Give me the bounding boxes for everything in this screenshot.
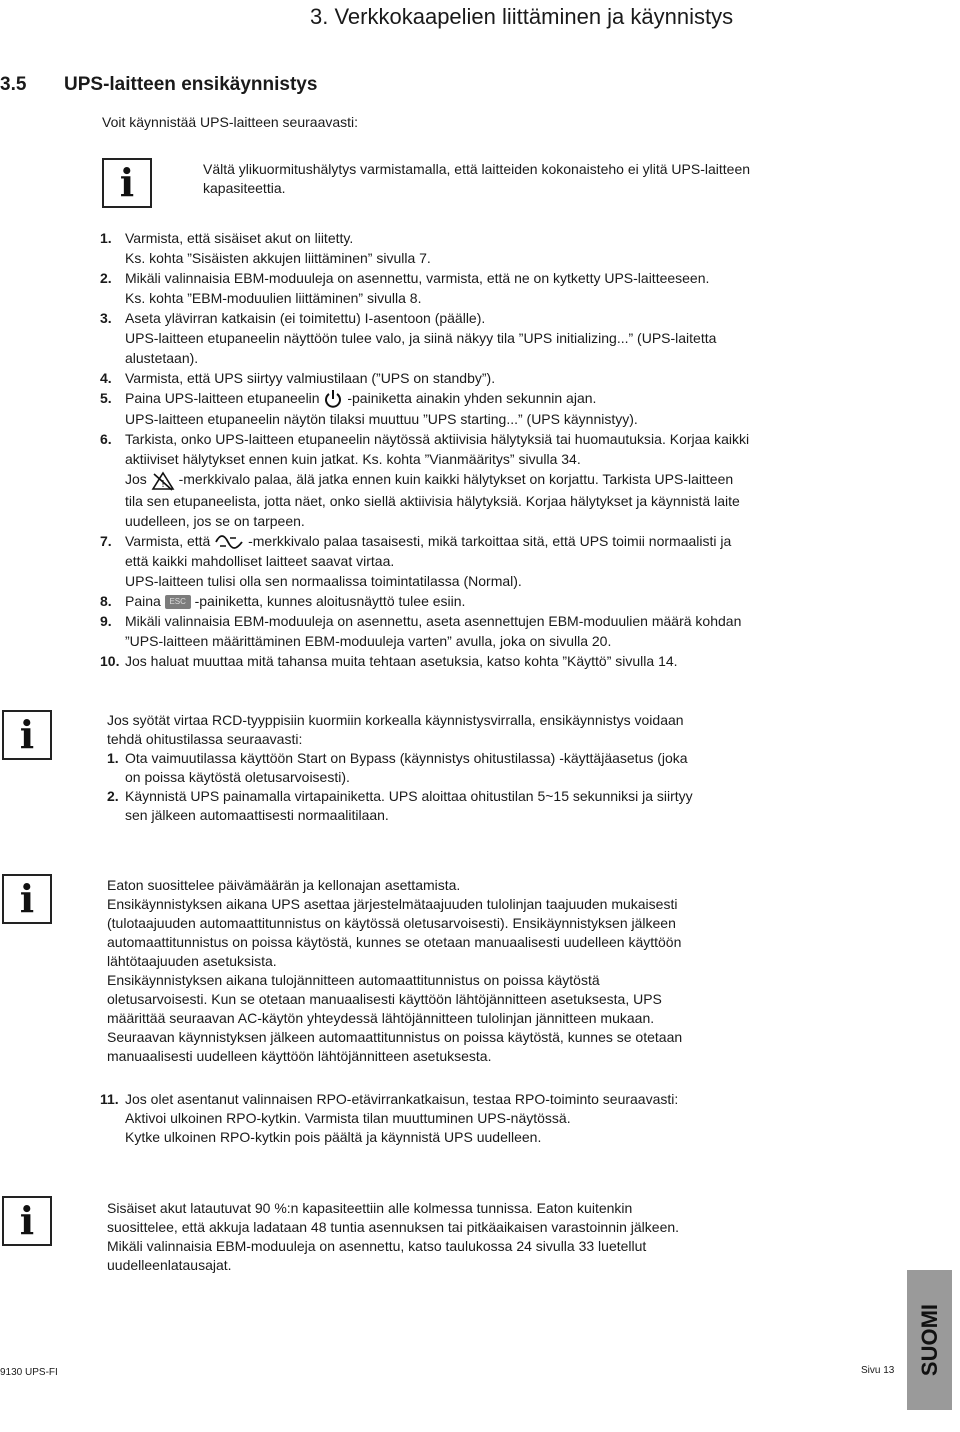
intro-text: Voit käynnistää UPS-laitteen seuraavasti: (102, 114, 359, 130)
step-item: 10. Jos haluat muuttaa mitä tahansa muita tehtaan asetuksia, katso kohta ”Käyttö” sivulla 14. (100, 652, 678, 669)
info-icon: i (2, 710, 52, 760)
section-number: 3.5 (0, 74, 27, 95)
step-item: 11. Jos olet asentanut valinnaisen RPO-etävirrankatkaisun, testaa RPO-toiminto seuraavasti: Aktivoi ulkoinen RPO-kytkin. Varmista tilan muuttuminen UPS-näytössä. Kytke ulkoinen RPO-kytkin pois päältä ja käynnistä UPS uudelleen. (100, 1091, 679, 1145)
list-item: 1. Ota vaimuutilassa käyttöön Start on Bypass (käynnistys ohitustilassa) -käyttäjäasetus (joka on poissa käytöstä oletusarvoisesti). (107, 750, 688, 785)
info-icon: i (2, 1196, 52, 1246)
alarm-off-icon (151, 471, 175, 491)
note-battery-charge: Sisäiset akut latautuvat 90 %:n kapasiteettiin alle kolmessa tunnissa. Eaton kuitenkin suosittelee, että akkuja ladataan 48 tuntia asennuksen tai pitkäaikaisen varastoinnin jälkeen. Mikäli valinnaisia EBM-moduuleja on asennettu, katso taulukossa 24 sivulla 33 luetellut uudelleenlatausajat. (107, 1200, 680, 1273)
step-item: 7. Varmista, että -merkkivalo palaa tasaisesti, mikä tarkoittaa sitä, että UPS toimii normaalisti ja että kaikki mahdolliset laitteet saavat virtaa. UPS-laitteen tulisi olla sen normaalissa toimintatilassa (Normal). (100, 532, 732, 589)
note-rcd-loads: Jos syötät virtaa RCD-tyyppisiin kuormiin korkealla käynnistysvirralla, ensikäynnistys voidaan tehdä ohitustilassa seuraavasti: 1. Ota vaimuutilassa käyttöön Start on Bypass (käynnistys ohitustilassa) -käyttäjäasetus (joka on poissa käytöstä oletusarvoisesti). 2. Käynnistä UPS painamalla virtapainiketta. UPS aloittaa ohitustilan 5~15 sekunniksi ja siirtyy sen jälkeen automaattisesti normaalitilaan. (107, 711, 827, 825)
step-item: 9. Mikäli valinnaisia EBM-moduuleja on asennettu, aseta asennettujen EBM-moduulien määrä kohdan ”UPS-laitteen määrittäminen EBM-moduuleja varten” avulla, joka on sivulla 20. (100, 612, 742, 649)
svg-text:!: ! (160, 478, 165, 490)
step-item: 4. Varmista, että UPS siirtyy valmiustilaan (”UPS on standby”). (100, 370, 496, 386)
step-item: 3. Aseta ylävirran katkaisin (ei toimitettu) I-asentoon (päälle). UPS-laitteen etupaneelin näyttöön tulee valo, ja siinä näkyy tila ”UPS initializing...” (UPS-laitetta alustetaan). (100, 310, 717, 366)
info-icon: i (2, 874, 52, 924)
power-icon (323, 389, 343, 409)
startup-steps (100, 228, 880, 671)
note-frequency: Eaton suosittelee päivämäärän ja kellonajan asettamista. Ensikäynnistyksen aikana UPS asettaa järjestelmätaajuuden tulolinjan taajuuden mukaisesti (tulotaajuuden automaattitunnistus on käytössä oletusarvoisesti). Ensikäynnistyksen jälkeen automaattitunnistus on poissa käytöstä, kunnes se otetaan manuaalisesti uudelleen käyttöön lähtötaajuuden asetuksista. Ensikäynnistyksen aikana tulojännitteen automaattitunnistus on poissa käytöstä oletusarvoisesti. Kun se otetaan manuaalisesti käyttöön lähtöjännitteen asetuksesta, UPS määrittää seuraavan AC-käytön yhteydessä lähtöjännitteen tulolinjan jännitteen mukaan. Seuraavan käynnistyksen jälkeen automaattitunnistus on poissa käytöstä, kunnes se otetaan manuaalisesti uudelleen käyttöön lähtöjännitteen asetuksesta. (107, 877, 683, 1064)
normal-mode-icon (214, 533, 244, 551)
info-icon: i (102, 158, 152, 208)
chapter-title: 3. Verkkokaapelien liittäminen ja käynnistys (310, 4, 734, 29)
page-number: Sivu 13 (861, 1365, 895, 1376)
step-item: 2. Mikäli valinnaisia EBM-moduuleja on asennettu, varmista, että ne on kytketty UPS-laitteeseen. Ks. kohta ”EBM-moduulien liittäminen” sivulla 8. (100, 270, 710, 306)
doc-code: 9130 UPS-FI (0, 1367, 58, 1378)
esc-key-icon: ESC (165, 595, 191, 609)
section-title: UPS-laitteen ensikäynnistys (64, 74, 318, 95)
note-overload: Vältä ylikuormitushälytys varmistamalla, että laitteiden kokonaisteho ei ylitä UPS-laitteen kapasiteettia. (203, 161, 751, 196)
language-tab: SUOMI (907, 1270, 952, 1410)
step-item: 8. Paina ESC -painiketta, kunnes aloitusnäyttö tulee esiin. (100, 592, 466, 609)
step-item: 5. Paina UPS-laitteen etupaneelin -painiketta ainakin yhden sekunnin ajan. UPS-laitteen etupaneelin näytön tilaksi muuttuu ”UPS starting...” (UPS käynnistyy). (100, 390, 638, 428)
step-item: 6. Tarkista, onko UPS-laitteen etupaneelin näytössä aktiivisia hälytyksiä tai huomautuksia. Korjaa kaikki aktiiviset hälytykset ennen kuin jatkat. Ks. kohta ”Vianmääritys” sivulla 34. Jos ! -merkkivalo palaa, älä jatka ennen kuin kaikki hälytykset on korjattu. Tarkista UPS-laitteen tila sen etupaneelista, jotta näet, onko siellä aktiivisia hälytyksiä. Korjaa hälytykset ja käynnistä laite uudelleen, jos se on tarpeen. (100, 431, 750, 529)
list-item: 2. Käynnistä UPS painamalla virtapainiketta. UPS aloittaa ohitustilan 5~15 sekunniksi ja siirtyy sen jälkeen automaattisesti normaalitilaan. (107, 788, 693, 823)
step-item: 1. Varmista, että sisäiset akut on liitetty. Ks. kohta ”Sisäisten akkujen liittäminen” sivulla 7. (100, 230, 431, 266)
